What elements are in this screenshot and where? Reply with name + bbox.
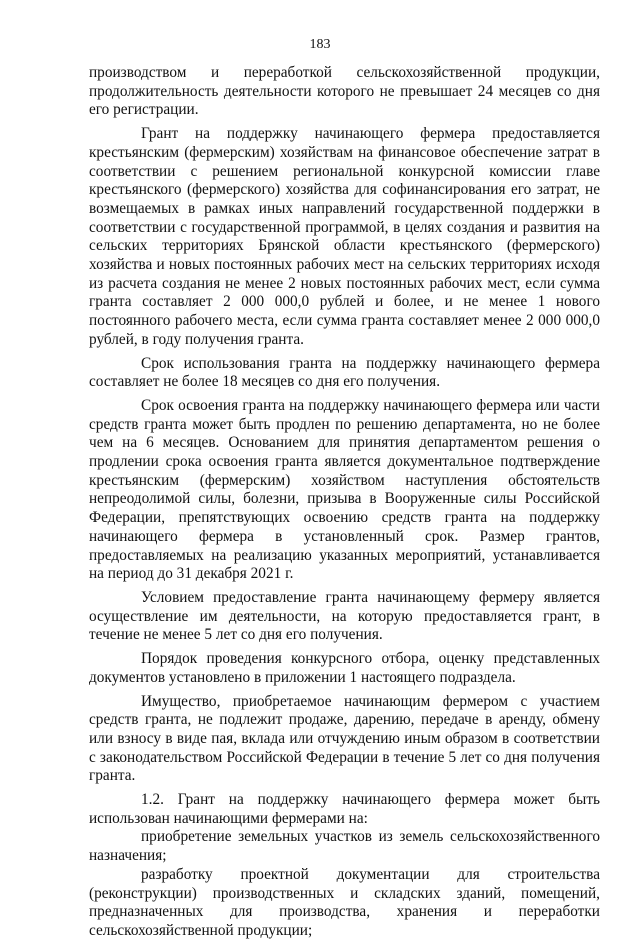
paragraph-property-restriction: Имущество, приобретаемое начинающим фермером с участием средств гранта, не подлежит продаже, дарению, передаче в аренду, обмену или взносу в виде пая, вклада или отчуждению иным образом в соответствии с законодательством Российской Федерации в течение 5 лет со дня получения гранта. — [89, 692, 600, 785]
paragraph-usage-period: Срок использования гранта на поддержку начинающего фермера составляет не более 18 месяцев со дня его получения. — [89, 354, 600, 391]
paragraph-extension: Срок освоения гранта на поддержку начинающего фермера или части средств гранта может быть продлен по решению департамента, но не более чем на 6 месяцев. Основанием для принятия департаментом решения о продлении срока освоения гранта является документальное подтверждение крестьянским (фермерским) хозяйством наступления обстоятельств непреодолимой силы, болезни, призыва в Вооруженные силы Российской Федерации, препятствующих освоению средств гранта на поддержку начинающего фермера в установленный срок. Размер грантов, предоставляемых на реализацию указанных мероприятий, устанавливается на период до 31 декабря 2021 г. — [89, 396, 600, 583]
list-item-land-purchase: приобретение земельных участков из земель сельскохозяйственного назначения; — [89, 828, 600, 865]
paragraph-selection-procedure: Порядок проведения конкурсного отбора, оценку представленных документов установлено в приложении 1 настоящего подраздела. — [89, 650, 600, 686]
paragraph-continuation: производством и переработкой сельскохозяйственной продукции, продолжительность деятельности которого не превышает 24 месяцев со дня его регистрации. — [89, 64, 600, 119]
paragraph-grant-purpose: Грант на поддержку начинающего фермера предоставляется крестьянским (фермерским) хозяйствам на финансовое обеспечение затрат в соответствии с решением региональной конкурсной комиссии главе крестьянского (фермерского) хозяйства для софинансирования его затрат, не возмещаемых в рамках иных направлений государственной поддержки в соответствии с государственной программой, в целях создания и развития на сельских территориях Брянской области крестьянского (фермерского) хозяйства и новых постоянных рабочих мест на сельских территориях исходя из расчета создания не менее 2 новых постоянных рабочих мест, если сумма гранта составляет 2 000 000,0 рублей и более, и не менее 1 нового постоянного рабочего места, если сумма гранта составляет менее 2 000 000,0 рублей, в году получения гранта. — [89, 125, 600, 348]
paragraph-condition: Условием предоставление гранта начинающему фермеру является осуществление им деятельности, на которую предоставляется грант, в течение не менее 5 лет со дня его получения. — [89, 588, 600, 644]
page-number: 183 — [309, 37, 331, 52]
paragraph-section-1-2: 1.2. Грант на поддержку начинающего фермера может быть использован начинающими фермерами на: — [89, 791, 600, 827]
list-item-project-docs: разработку проектной документации для строительства (реконструкции) производственных и складских зданий, помещений, предназначенных для производства, хранения и переработки сельскохозяйственной продукции; — [89, 865, 600, 939]
document-body — [89, 64, 600, 941]
